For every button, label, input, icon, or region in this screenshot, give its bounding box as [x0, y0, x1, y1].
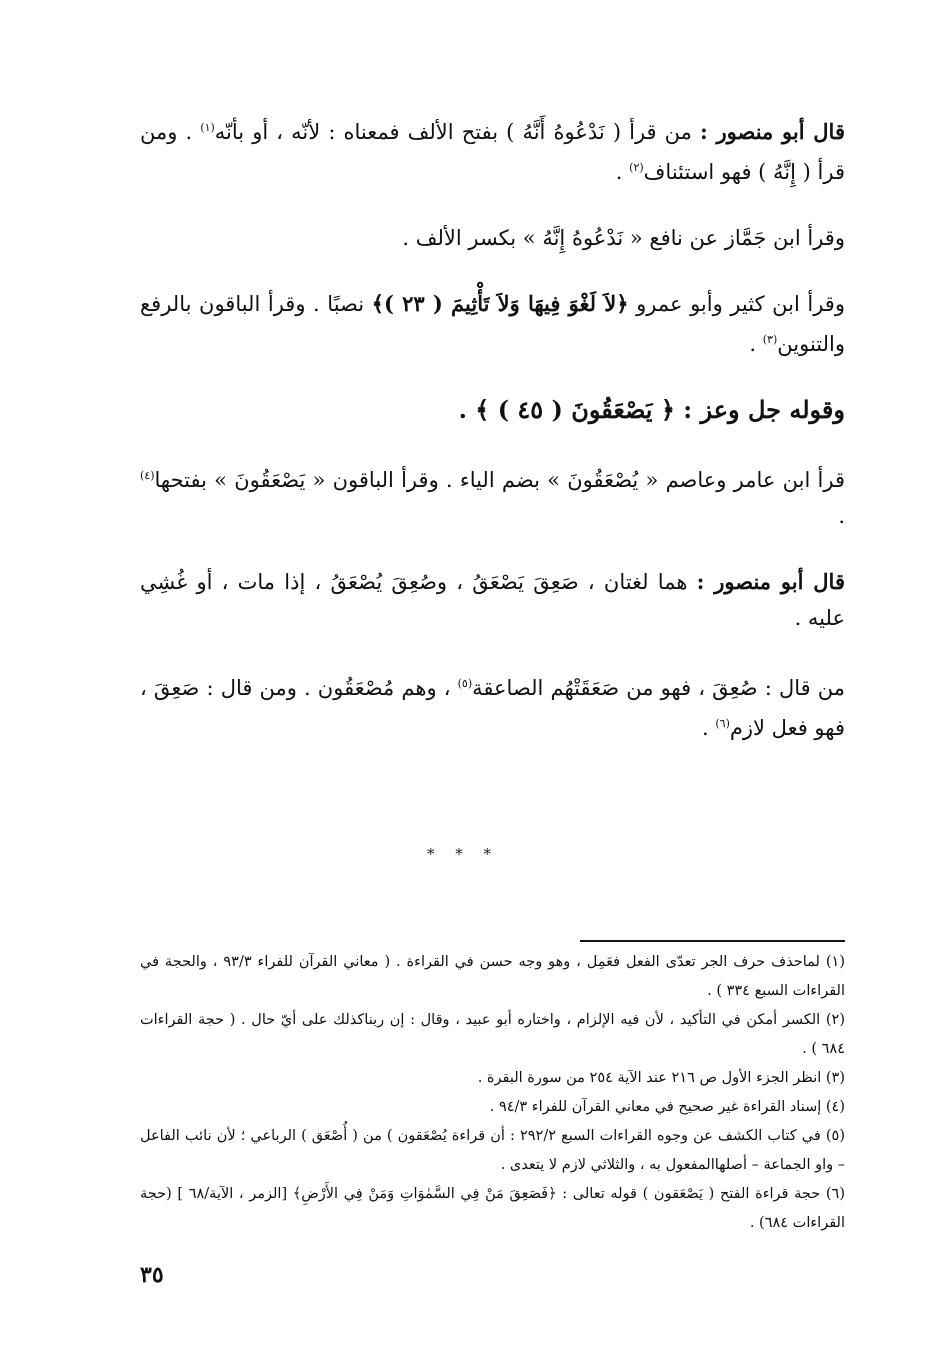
footnote-ref: (٤): [140, 469, 155, 482]
paragraph-text: وقرأ ابن كثير وأبو عمرو: [636, 292, 845, 316]
verse-heading: [140, 392, 845, 428]
footnote-ref: (٢): [629, 161, 644, 174]
footnote-5: (٥) في كتاب الكشف عن وجوه القراءات السبع ٢٩٢/٢ : أن قراءة يُصْعَقون ) من ( أُصْعَق ) الرباعي ؛ لأن نائب الفاعل – واو الجماعة – أصلهاالمفعول به ، والثلاثي لازم لا يتعدى .: [140, 1128, 845, 1173]
paragraph-text: هما لغتان ، صَعِقَ يَصْعَقُ ، وصُعِقَ يُصْعَقُ ، إذا مات ، أو غُشِي عليه .: [140, 570, 845, 630]
paragraph-3: [140, 286, 845, 362]
paragraph-text: . ومن قرأ ( إِنَّهُ ) فهو استئناف: [140, 120, 845, 184]
paragraph-text: قرأ ابن عامر وعاصم « يُصْعَقُونَ » بضم الياء . وقرأ الباقون « يَصْعَقُونَ » بفتحها: [154, 468, 845, 492]
section-separator: * * *: [426, 845, 500, 863]
paragraph-2: [140, 220, 845, 256]
paragraph-text: ، وهم مُصْعَقُون . ومن قال : صَعِقَ ، فهو فعل لازم: [140, 676, 845, 740]
paragraph-5: [140, 458, 845, 534]
footnote-1: (١) لماحذف حرف الجر تعدّى الفعل فعَمِل ، وهو وجه حسن في القراءة . ( معاني القرآن للفراء ٩٣/٣ ، والحجة في القراءات السبع ٣٣٤ ) .: [140, 954, 846, 999]
footnote-4: (٤) إسناد القراءة غير صحيح في معاني القرآن للفراء ٩٤/٣ .: [489, 1099, 845, 1115]
heading-text: وقوله جل وعز : ﴿ يَصْعَقُونَ ( ٤٥ ) ﴾ .: [458, 395, 845, 424]
paragraph-text: وقرأ ابن جَمَّاز عن نافع « نَدْعُوهُ إِنَّهُ » بكسر الألف .: [402, 226, 845, 250]
paragraph-1: [140, 110, 845, 190]
paragraph-tail: .: [838, 504, 845, 528]
speaker-label: قال أبو منصور :: [700, 119, 845, 144]
footnote-ref: (٦): [715, 717, 730, 730]
paragraph-tail: .: [749, 332, 757, 356]
paragraph-text: من قال : صُعِقَ ، فهو من صَعَقَتْهُم الصاعقة: [472, 676, 845, 700]
paragraph-text: من قرأ ( نَدْعُوهُ أَنَّهُ ) بفتح الألف فمعناه : لأنّه ، أو بأنّه: [214, 120, 692, 144]
paragraph-tail: .: [701, 716, 709, 740]
speaker-label: قال أبو منصور :: [696, 569, 845, 594]
footnote-6: (٦) حجة قراءة الفتح ( يَصْعَقون ) قوله تعالى : ﴿فَصَعِقَ مَنْ فِي السَّمٰوَاتِ وَمَنْ فِي الأَرْضِ﴾ [الزمر ، الآية/٦٨ ] (حجة القراءات ٦٨٤) .: [140, 1186, 845, 1231]
paragraph-6: [140, 564, 845, 636]
footnote-ref: (٥): [457, 677, 473, 690]
paragraph-tail: .: [615, 160, 623, 184]
footnote-3: (٣) انظر الجزء الأول ص ٢١٦ عند الآية ٢٥٤ من سورة البقرة .: [477, 1070, 845, 1086]
page-number: ٣٥: [140, 1262, 164, 1288]
footnote-rule: [580, 940, 845, 942]
quran-verse: ﴿لاَ لَغْوَ فِيهَا وَلاَ تَأْثِيمَ ( ٢٣ )﴾: [371, 291, 629, 316]
main-text: [140, 110, 845, 776]
paragraph-7: [140, 666, 845, 746]
paragraph-text: نصبًا . وقرأ الباقون بالرفع والتنوين: [140, 292, 845, 356]
footnote-ref: (١): [200, 121, 215, 134]
footnotes: [140, 948, 845, 1238]
footnote-ref: (٣): [762, 333, 778, 346]
footnote-2: (٢) الكسر أمكن في التأكيد ، لأن فيه الإلزام ، واختاره أبو عبيد ، وقال : إن ربناكذلك على أيّ حال . ( حجة القراءات ٦٨٤ ) .: [140, 1012, 845, 1057]
